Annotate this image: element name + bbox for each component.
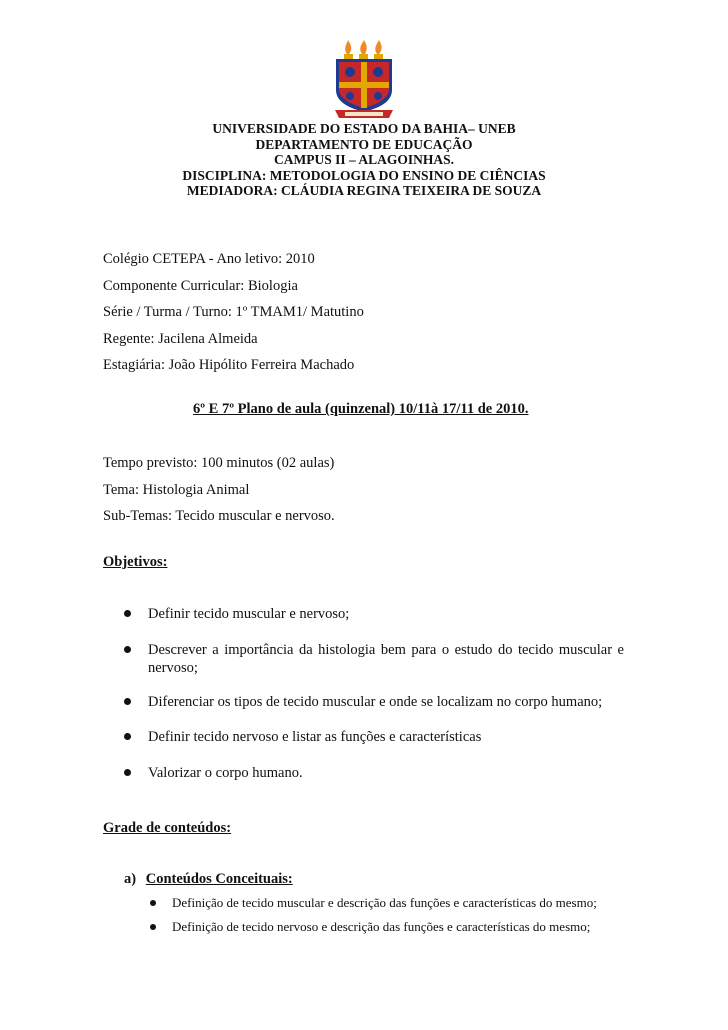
- bullet-icon: [124, 646, 131, 653]
- objective-text: Valorizar o corpo humano.: [148, 764, 303, 781]
- header-line-university: UNIVERSIDADE DO ESTADO DA BAHIA– UNEB: [212, 121, 516, 136]
- bullet-icon: [150, 924, 156, 930]
- institution-header: [0, 121, 728, 199]
- bullet-icon: [150, 900, 156, 906]
- content-text: Definição de tecido muscular e descrição das funções e características do mesmo;: [172, 895, 597, 910]
- university-crest-logo: [333, 40, 395, 120]
- info-class: Série / Turma / Turno: 1º TMAM1/ Matutino: [103, 304, 364, 320]
- info-intern: Estagiária: João Hipólito Ferreira Machado: [103, 357, 355, 373]
- lesson-plan-title: 6º E 7º Plano de aula (quinzenal) 10/11à 17/11 de 2010.: [193, 401, 529, 417]
- info-school: Colégio CETEPA - Ano letivo: 2010: [103, 251, 315, 267]
- conceptual-contents-list: [150, 895, 597, 943]
- objective-item: [124, 728, 624, 746]
- objective-item: [124, 764, 624, 782]
- bullet-icon: [124, 698, 131, 705]
- bullet-icon: [124, 610, 131, 617]
- objectives-heading: Objetivos:: [103, 554, 168, 570]
- header-line-department: DEPARTAMENTO DE EDUCAÇÃO: [255, 136, 473, 152]
- content-grid-heading: Grade de conteúdos:: [103, 820, 232, 836]
- objective-text: Definir tecido nervoso e listar as funções e características: [148, 729, 482, 745]
- objective-text: Definir tecido muscular e nervoso;: [148, 606, 350, 622]
- sub-list-marker: a): [124, 871, 137, 887]
- objective-item: [124, 605, 624, 623]
- content-item: [150, 895, 597, 919]
- header-line-discipline: DISCIPLINA: METODOLOGIA DO ENSINO DE CIÊNCIAS: [182, 167, 546, 183]
- bullet-icon: [124, 769, 131, 776]
- content-text: Definição de tecido nervoso e descrição das funções e características do mesmo;: [172, 919, 591, 934]
- content-item: [150, 919, 597, 943]
- objective-text: Diferenciar os tipos de tecido muscular e onde se localizam no corpo humano;: [148, 693, 603, 710]
- conceptual-contents-heading: [124, 871, 293, 888]
- lesson-meta: [103, 454, 335, 534]
- bullet-icon: [124, 733, 131, 740]
- objective-text: Descrever a importância da histologia bem para o estudo do tecido muscular e nervoso;: [148, 641, 624, 676]
- objective-item: [124, 641, 624, 677]
- header-line-mediator: MEDIADORA: CLÁUDIA REGINA TEIXEIRA DE SOUZA: [186, 183, 542, 198]
- meta-duration: Tempo previsto: 100 minutos (02 aulas): [103, 455, 335, 471]
- objectives-list: [124, 605, 624, 799]
- info-teacher: Regente: Jacilena Almeida: [103, 330, 258, 347]
- header-line-campus: CAMPUS II – ALAGOINHAS.: [273, 152, 455, 167]
- objective-item: [124, 693, 624, 711]
- meta-theme: Tema: Histologia Animal: [103, 481, 250, 498]
- school-info: [103, 250, 364, 383]
- meta-subthemes: Sub-Temas: Tecido muscular e nervoso.: [103, 508, 335, 524]
- sub-list-title: Conteúdos Conceituais:: [145, 871, 293, 887]
- info-subject: Componente Curricular: Biologia: [103, 277, 298, 294]
